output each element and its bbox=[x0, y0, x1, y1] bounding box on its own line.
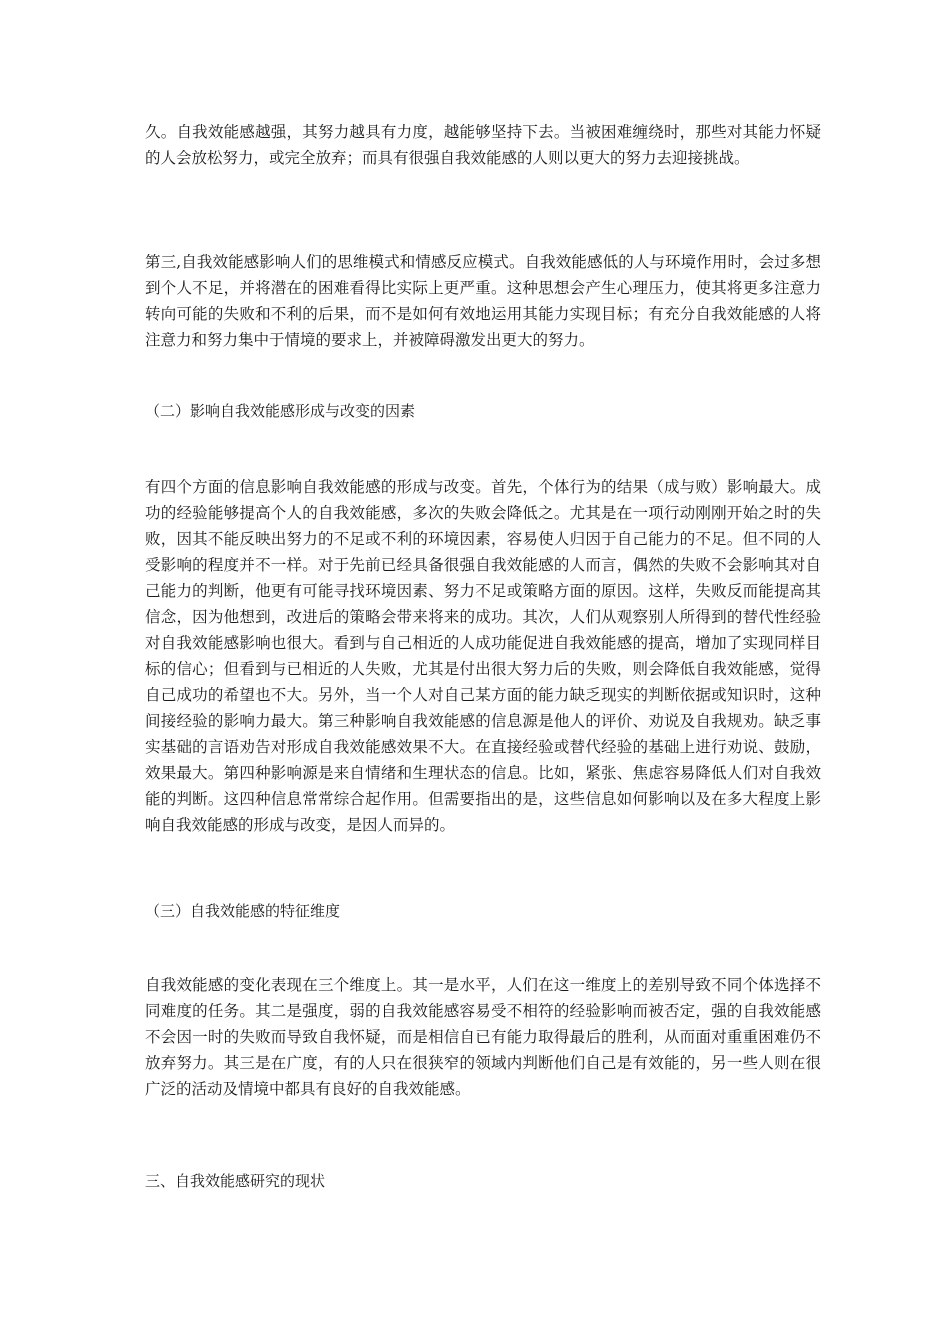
paragraph-four-information-sources: 有四个方面的信息影响自我效能感的形成与改变。首先，个体行为的结果（成与败）影响最大。成功的经验能够提高个人的自我效能感，多次的失败会降低之。尤其是在一项行动刚刚开始之时的失败，因其不能反映出努力的不足或不利的环境因素，容易使人归因于自己能力的不足。但不同的人受影响的程度并不一样。对于先前已经具备很强自我效能感的人而言，偶然的失败不会影响其对自己能力的判断，他更有可能寻找环境因素、努力不足或策略方面的原因。这样，失败反而能提高其信念，因为他想到，改进后的策略会带来将来的成功。其次，人们从观察别人所得到的替代性经验对自我效能感影响也很大。看到与自己相近的人成功能促进自我效能感的提高，增加了实现同样目标的信心；但看到与已相近的人失败，尤其是付出很大努力后的失败，则会降低自我效能感，觉得自己成功的希望也不大。另外，当一个人对自己某方面的能力缺乏现实的判断依据或知识时，这种间接经验的影响力最大。第三种影响自我效能感的信息源是他人的评价、劝说及自我规劝。缺乏事实基础的言语劝告对形成自我效能感效果不大。在直接经验或替代经验的基础上进行劝说、鼓励，效果最大。第四种影响源是来自情绪和生理状态的信息。比如，紧张、焦虑容易降低人们对自我效能的判断。这四种信息常常综合起作用。但需要指出的是，这些信息如何影响以及在多大程度上影响自我效能感的形成与改变，是因人而异的。 bbox=[145, 478, 821, 834]
paragraph-effort-persistence: 久。自我效能感越强，其努力越具有力度，越能够坚持下去。当被困难缠绕时，那些对其能力怀疑的人会放松努力，或完全放弃；而具有很强自我效能感的人则以更大的努力去迎接挑战。 bbox=[145, 123, 821, 167]
paragraph-thinking-patterns: 第三,自我效能感影响人们的思维模式和情感反应模式。自我效能感低的人与环境作用时，会过多想到个人不足，并将潜在的困难看得比实际上更严重。这种思想会产生心理压力，使其将更多注意力转向可能的失败和不利的后果，而不是如何有效地运用其能力实现目标；有充分自我效能感的人将注意力和努力集中于情境的要求上，并被障碍激发出更大的努力。 bbox=[145, 253, 821, 349]
heading-research-status: 三、自我效能感研究的现状 bbox=[145, 1172, 326, 1190]
paragraph-three-dimensions: 自我效能感的变化表现在三个维度上。其一是水平，人们在这一维度上的差别导致不同个体选择不同难度的任务。其二是强度，弱的自我效能感容易受不相符的经验影响而被否定，强的自我效能感不会因一时的失败而导致自我怀疑，而是相信自已有能力取得最后的胜利，从而面对重重困难仍不放弃努力。其三是在广度，有的人只在很狭窄的领域内判断他们自己是有效能的，另一些人则在很广泛的活动及情境中都具有良好的自我效能感。 bbox=[145, 976, 821, 1098]
heading-feature-dimensions: （三）自我效能感的特征维度 bbox=[145, 902, 341, 920]
heading-influencing-factors: （二）影响自我效能感形成与改变的因素 bbox=[145, 402, 416, 420]
